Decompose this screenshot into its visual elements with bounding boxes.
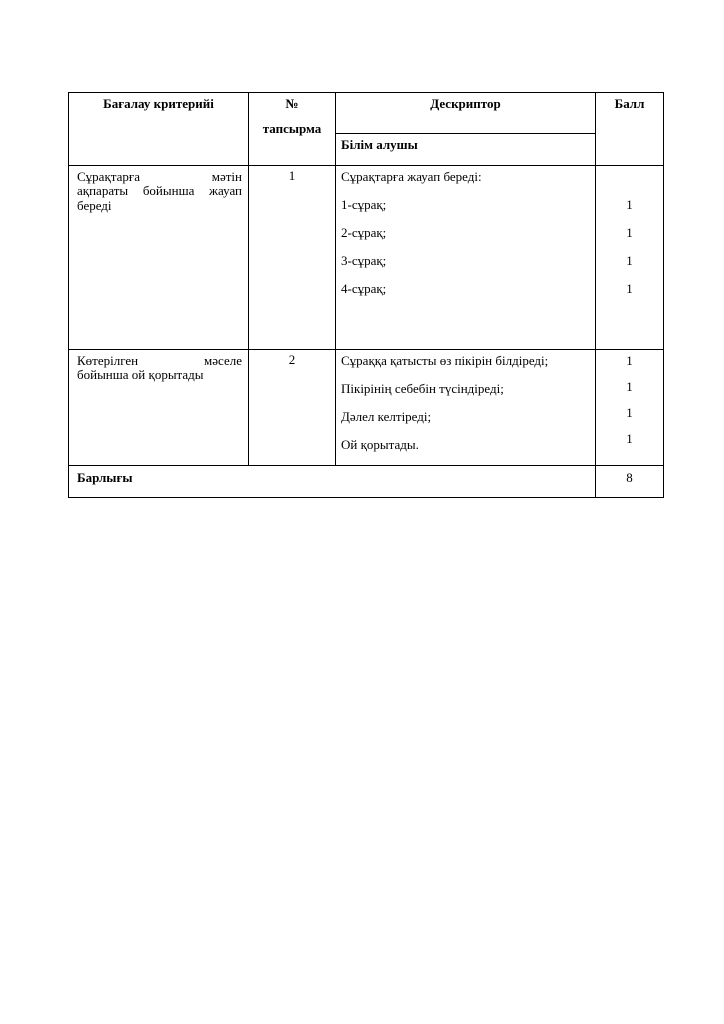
descriptor-item: 3-сұрақ; bbox=[341, 253, 387, 268]
descriptor-item: Дәлел келтіреді; bbox=[341, 409, 432, 424]
header-score: Балл bbox=[596, 93, 664, 166]
table-row bbox=[69, 166, 664, 350]
descriptor-item: Сұрақтарға жауап береді: bbox=[341, 169, 482, 184]
header-criterion: Бағалау критерийі bbox=[69, 93, 249, 166]
descriptor-item: 1-сұрақ; bbox=[341, 197, 387, 212]
header-learner: Білім алушы bbox=[336, 134, 596, 166]
score-item: 1 bbox=[626, 253, 633, 268]
criterion-line: береді bbox=[77, 197, 112, 213]
criterion-line: Сұрақтарға мәтін bbox=[77, 169, 242, 184]
header-task-number-symbol: № bbox=[285, 96, 299, 111]
descriptor-cell bbox=[336, 166, 596, 350]
total-row bbox=[69, 466, 664, 498]
criterion-cell bbox=[69, 350, 249, 466]
task-number-cell: 1 bbox=[249, 166, 336, 350]
score-item: 1 bbox=[626, 197, 633, 212]
score-cell bbox=[596, 166, 664, 350]
criterion-line: ақпараты бойынша жауап bbox=[77, 183, 242, 199]
criterion-line: бойынша ой қорытады bbox=[77, 367, 204, 383]
descriptor-cell bbox=[336, 350, 596, 466]
header-task-number-word: тапсырма bbox=[262, 121, 322, 136]
descriptor-item: Сұраққа қатысты өз пікірін білдіреді; bbox=[341, 353, 549, 368]
header-task-number bbox=[249, 93, 336, 166]
descriptor-item: 2-сұрақ; bbox=[341, 225, 387, 240]
score-item: 1 bbox=[626, 405, 633, 420]
table-row bbox=[69, 350, 664, 466]
criterion-line: Көтерілген мәселе bbox=[77, 353, 242, 368]
total-label: Барлығы bbox=[69, 466, 596, 498]
score-item: 1 bbox=[626, 225, 633, 240]
score-item: 1 bbox=[626, 431, 633, 446]
criterion-cell bbox=[69, 166, 249, 350]
header-descriptor: Дескриптор bbox=[336, 93, 596, 134]
descriptor-item: Пікірінің себебін түсіндіреді; bbox=[341, 381, 504, 396]
total-value: 8 bbox=[596, 466, 664, 498]
task-number-cell: 2 bbox=[249, 350, 336, 466]
score-item: 1 bbox=[626, 353, 633, 368]
descriptor-item: Ой қорытады. bbox=[341, 437, 419, 452]
assessment-rubric-table bbox=[68, 92, 664, 498]
score-cell bbox=[596, 350, 664, 466]
descriptor-item: 4-сұрақ; bbox=[341, 281, 387, 296]
score-item: 1 bbox=[626, 281, 633, 296]
header-row bbox=[69, 93, 664, 134]
score-item: 1 bbox=[626, 379, 633, 394]
